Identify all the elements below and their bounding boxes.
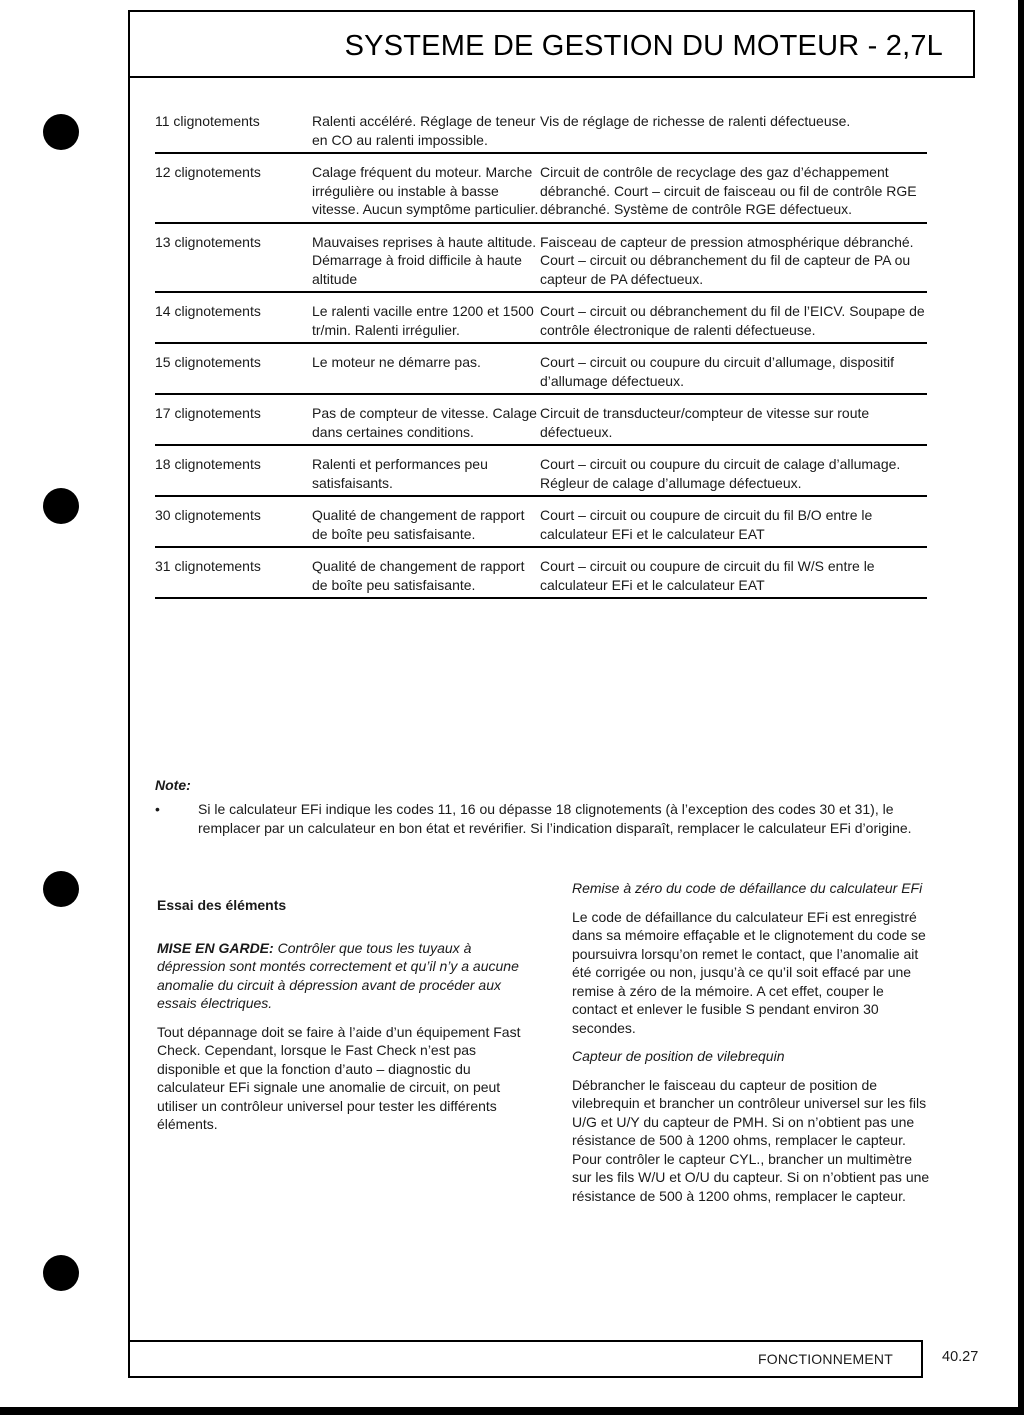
cause-cell: Court – circuit ou coupure de circuit du fil W/S entre le calculateur EFi et le calculateur EAT — [540, 558, 875, 593]
body-paragraph: Tout dépannage doit se faire à l’aide d’un équipement Fast Check. Cependant, lorsque le Fast Check n’est pas disponible et que la fonction d’auto – diagnostic du calculateur EFi signale une anomalie de circuit, on peut utiliser un contrôleur universel pour tester les différents éléments. — [157, 1023, 521, 1132]
symptom-cell: Ralenti et performances peu satisfaisants. — [312, 456, 488, 491]
cause-cell: Circuit de transducteur/compteur de vitesse sur route défectueux. — [540, 405, 870, 440]
flash-count-cell: 18 clignotements — [155, 456, 261, 472]
table-row — [155, 233, 927, 294]
page-number: 40.27 — [942, 1349, 979, 1365]
symptom-cell: Le moteur ne démarre pas. — [312, 354, 481, 370]
reset-and-crank-sensor-section — [572, 879, 932, 1215]
cause-cell: Circuit de contrôle de recyclage des gaz d’échappement débranché. Court – circuit de faisceau ou fil de contrôle RGE débranché. Système de contrôle RGE défectueux. — [540, 164, 917, 217]
cause-cell: Court – circuit ou débranchement du fil de l’EICV. Soupape de contrôle électronique de ralenti défectueuse. — [540, 303, 925, 338]
note-item — [155, 800, 935, 837]
fault-code-table — [155, 112, 927, 608]
symptom-cell: Ralenti accéléré. Réglage de teneur en CO au ralenti impossible. — [312, 113, 536, 148]
page-title: SYSTEME DE GESTION DU MOTEUR - 2,7L — [344, 30, 943, 62]
flash-count-cell: 13 clignotements — [155, 233, 261, 250]
note-label: Note: — [155, 777, 191, 793]
component-test-section — [157, 896, 529, 1144]
table-row — [155, 404, 927, 446]
section-heading: Essai des éléments — [157, 897, 287, 913]
symptom-cell: Calage fréquent du moteur. Marche irrégulière ou instable à basse vitesse. Aucun symptôme particulier. — [312, 164, 539, 217]
subheading-crank-sensor: Capteur de position de vilebrequin — [572, 1048, 785, 1064]
symptom-cell: Qualité de changement de rapport de boîte peu satisfaisante. — [312, 507, 525, 542]
flash-count-cell: 30 clignotements — [155, 507, 261, 523]
symptom-cell: Pas de compteur de vitesse. Calage dans certaines conditions. — [312, 405, 537, 440]
margin-rule — [128, 10, 130, 1376]
footer-section-label: FONCTIONNEMENT — [757, 1351, 893, 1367]
binder-hole — [43, 488, 79, 524]
binder-hole — [43, 871, 79, 907]
table-row — [155, 302, 927, 344]
header-box — [128, 10, 975, 78]
flash-count-cell: 17 clignotements — [155, 405, 261, 421]
table-row — [155, 163, 927, 224]
cause-cell: Vis de réglage de richesse de ralenti défectueuse. — [540, 113, 851, 129]
cause-cell: Court – circuit ou coupure du circuit de calage d’allumage. Régleur de calage d’allumage défectueux. — [540, 456, 901, 491]
symptom-cell: Mauvaises reprises à haute altitude. Démarrage à froid difficile à haute altitude — [312, 233, 537, 287]
warning-label: MISE EN GARDE: — [157, 939, 274, 956]
flash-count-cell: 14 clignotements — [155, 303, 261, 319]
bullet-icon: • — [155, 801, 160, 817]
table-row — [155, 455, 927, 497]
warning-paragraph — [157, 939, 529, 1013]
binder-hole — [43, 1255, 79, 1291]
subheading-reset: Remise à zéro du code de défaillance du calculateur EFi — [572, 880, 923, 896]
cause-cell: Court – circuit ou coupure de circuit du fil B/O entre le calculateur EFi et le calculateur EAT — [540, 507, 873, 542]
scan-edge-right — [1018, 0, 1024, 1415]
table-row — [155, 557, 927, 599]
scan-edge-bottom — [0, 1407, 1024, 1415]
note-text: Si le calculateur EFi indique les codes 11, 16 ou dépasse 18 clignotements (à l’exception des codes 30 et 31), le remplacer par un calculateur en bon état et revérifier. Si l’indication disparaît, remplacer le calculateur EFi d’origine. — [198, 801, 912, 836]
cause-cell: Court – circuit ou coupure du circuit d’allumage, dispositif d’allumage défectueux. — [540, 354, 895, 389]
table-row — [155, 112, 927, 154]
table-row — [155, 506, 927, 548]
flash-count-cell: 31 clignotements — [155, 558, 261, 574]
flash-count-cell: 11 clignotements — [155, 113, 260, 129]
symptom-cell: Qualité de changement de rapport de boîte peu satisfaisante. — [312, 558, 525, 593]
flash-count-cell: 12 clignotements — [155, 164, 261, 180]
body-paragraph: Le code de défaillance du calculateur EFi est enregistré dans sa mémoire effaçable et le clignotement du code se poursuivra lorsqu’on remet le contact, que l’anomalie ait été corrigée ou non, jusqu’à ce qu’il soit effacé par une remise à zéro de la mémoire. A cet effet, couper le contact et enlever le fusible S pendant environ 30 secondes. — [572, 908, 926, 1036]
flash-count-cell: 15 clignotements — [155, 354, 261, 370]
warning-text: Contrôler que tous les tuyaux à dépression sont montés correctement et qu’il n’y a aucune anomalie du circuit à dépression avant de procéder aux essais électriques. — [157, 939, 519, 1011]
table-row — [155, 353, 927, 395]
binder-hole — [43, 114, 79, 150]
footer-box — [128, 1340, 923, 1378]
symptom-cell: Le ralenti vacille entre 1200 et 1500 tr/min. Ralenti irrégulier. — [312, 303, 534, 338]
cause-cell: Faisceau de capteur de pression atmosphérique débranché. Court – circuit ou débranchement du fil de capteur de PA ou capteur de PA défectueux. — [540, 233, 914, 287]
body-paragraph: Débrancher le faisceau du capteur de position de vilebrequin et brancher un contrôleur universel sur les fils U/G et U/Y du capteur de PMH. Si on n’obtient pas une résistance de 500 à 1200 ohms, remplacer le capteur. Pour contrôler le capteur CYL., brancher un multimètre sur les fils W/U et O/U du capteur. Si on n’obtient pas une résistance de 500 à 1200 ohms, remplacer le capteur. — [572, 1076, 930, 1204]
